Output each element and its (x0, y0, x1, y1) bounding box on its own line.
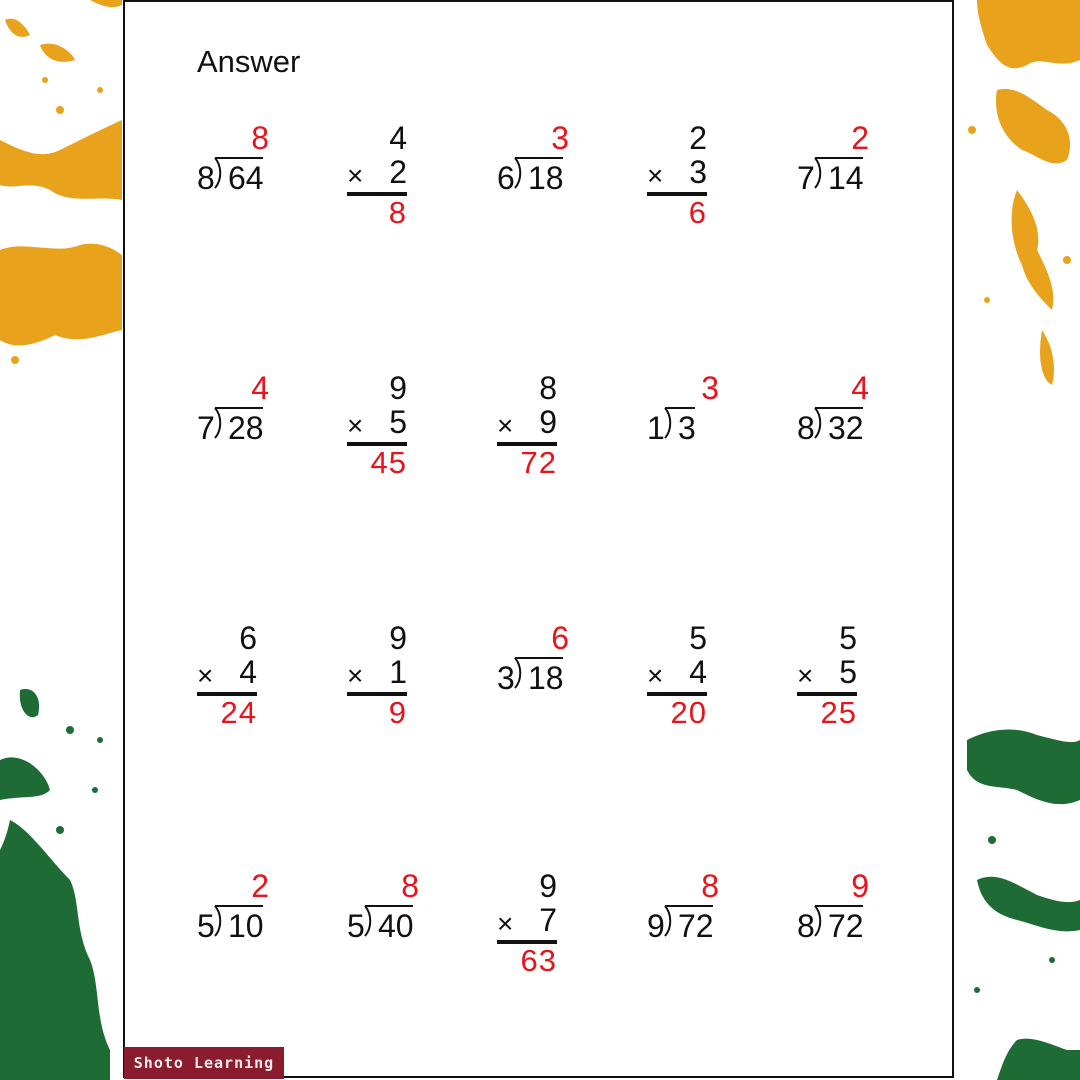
multiply-sign: × (347, 160, 364, 191)
multiplicand: 9 (389, 370, 407, 406)
dividend: 72 (828, 908, 864, 944)
dividend: 64 (228, 160, 264, 196)
product-answer: 72 (520, 445, 557, 480)
division-problem (197, 868, 317, 978)
worksheet-page (123, 0, 954, 1078)
dividend: 3 (678, 410, 696, 446)
product-answer: 8 (388, 195, 407, 230)
divisor: 5 (197, 908, 215, 944)
divisor: 9 (647, 908, 665, 944)
quotient-answer: 3 (551, 120, 569, 156)
dividend: 10 (228, 908, 264, 944)
divisor: 8 (197, 160, 215, 196)
dividend: 40 (378, 908, 414, 944)
multiplier: 4 (689, 654, 707, 690)
multiply-sign: × (647, 660, 664, 691)
multiply-sign: × (647, 160, 664, 191)
divisor: 6 (497, 160, 515, 196)
division-problem (497, 620, 617, 730)
product-answer: 6 (688, 195, 707, 230)
divisor: 7 (197, 410, 215, 446)
multiply-sign: × (497, 908, 514, 939)
multiplicand: 9 (539, 868, 557, 904)
product-answer: 20 (670, 695, 707, 730)
multiplication-problem (197, 620, 257, 730)
multiplier: 5 (839, 654, 857, 690)
multiply-sign: × (497, 410, 514, 441)
quotient-answer: 4 (251, 370, 269, 406)
product-answer: 63 (520, 943, 557, 978)
dividend: 32 (828, 410, 864, 446)
divisor: 8 (797, 410, 815, 446)
multiplication-problem (497, 868, 557, 978)
paint-splatter-left (0, 0, 123, 1080)
multiplication-problem (647, 120, 707, 230)
dividend: 18 (528, 160, 564, 196)
multiplication-problem (347, 370, 407, 480)
quotient-answer: 2 (851, 120, 869, 156)
quotient-answer: 9 (851, 868, 869, 904)
multiplicand: 8 (539, 370, 557, 406)
multiplier: 2 (389, 154, 407, 190)
page-heading: Answer (197, 44, 301, 79)
quotient-answer: 8 (401, 868, 419, 904)
multiplier: 3 (689, 154, 707, 190)
brand-label: Shoto Learning (124, 1047, 284, 1079)
quotient-answer: 2 (251, 868, 269, 904)
multiply-sign: × (347, 410, 364, 441)
multiplication-problem (497, 370, 557, 480)
multiplicand: 2 (689, 120, 707, 156)
multiplicand: 9 (389, 620, 407, 656)
divisor: 1 (647, 410, 665, 446)
multiplication-problem (347, 620, 407, 730)
division-problem (497, 120, 617, 230)
divisor: 7 (797, 160, 815, 196)
product-answer: 45 (370, 445, 407, 480)
divisor: 3 (497, 660, 515, 696)
division-problem (797, 868, 917, 978)
quotient-answer: 8 (701, 868, 719, 904)
multiplier: 1 (389, 654, 407, 690)
quotient-answer: 8 (251, 120, 269, 156)
division-problem (347, 868, 467, 978)
multiplication-problem (347, 120, 407, 230)
multiplier: 9 (539, 404, 557, 440)
quotient-answer: 3 (701, 370, 719, 406)
multiplier: 7 (539, 902, 557, 938)
dividend: 72 (678, 908, 714, 944)
divisor: 5 (347, 908, 365, 944)
division-problem (197, 120, 317, 230)
quotient-answer: 6 (551, 620, 569, 656)
division-problem (797, 370, 917, 480)
paint-splatter-right (957, 0, 1080, 1080)
divisor: 8 (797, 908, 815, 944)
multiply-sign: × (347, 660, 364, 691)
multiplier: 5 (389, 404, 407, 440)
multiplication-problem (647, 620, 707, 730)
division-problem (647, 868, 767, 978)
division-problem (197, 370, 317, 480)
multiplication-problem (797, 620, 857, 730)
division-problem (797, 120, 917, 230)
multiplier: 4 (239, 654, 257, 690)
product-answer: 9 (388, 695, 407, 730)
quotient-answer: 4 (851, 370, 869, 406)
division-problem (647, 370, 767, 480)
product-answer: 25 (820, 695, 857, 730)
multiplicand: 5 (839, 620, 857, 656)
dividend: 14 (828, 160, 864, 196)
multiply-sign: × (797, 660, 814, 691)
dividend: 28 (228, 410, 264, 446)
product-answer: 24 (220, 695, 257, 730)
dividend: 18 (528, 660, 564, 696)
multiplicand: 4 (389, 120, 407, 156)
multiply-sign: × (197, 660, 214, 691)
multiplicand: 6 (239, 620, 257, 656)
multiplicand: 5 (689, 620, 707, 656)
